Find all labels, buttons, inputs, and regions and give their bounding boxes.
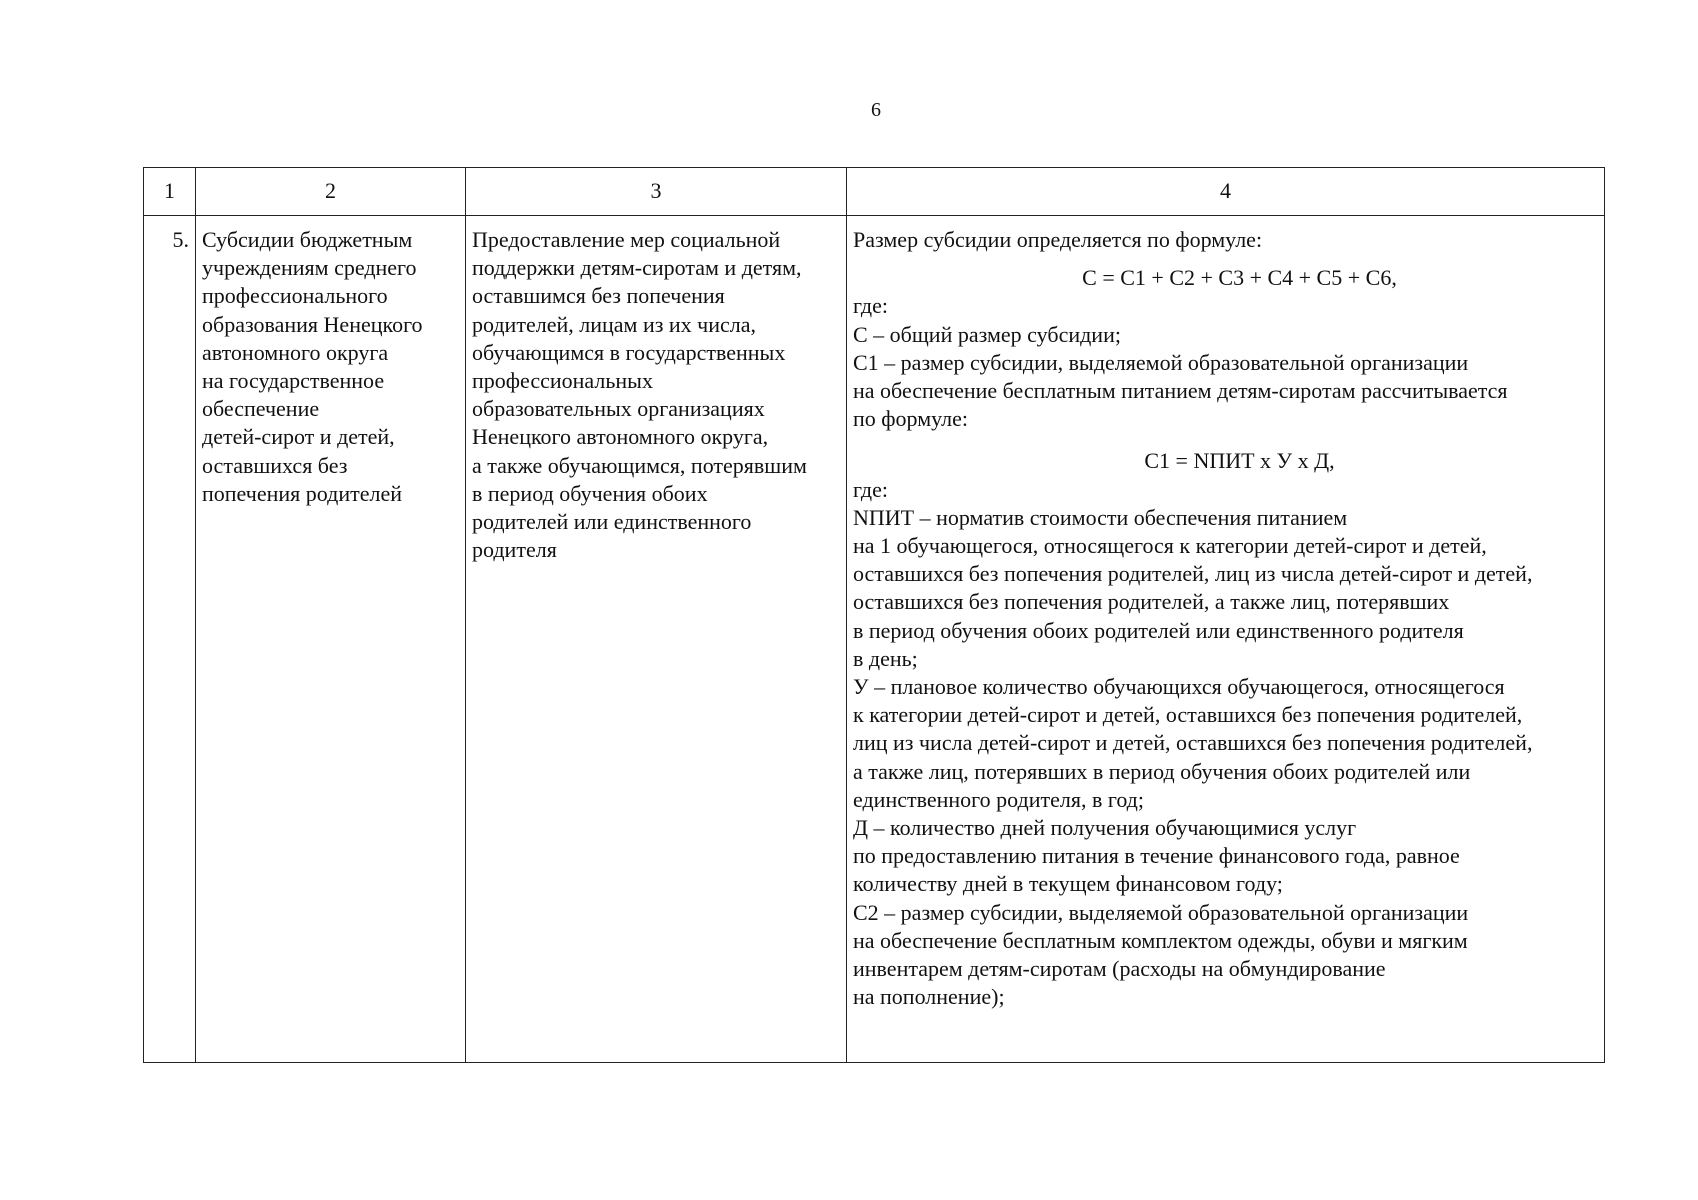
formula-c1: С1 = NПИТ х У х Д, [1144,448,1335,474]
text-line: Субсидии бюджетным [202,227,413,252]
text-line: обучающимся в государственных [472,339,786,365]
text-line: образования Ненецкого [202,311,423,337]
text-line: к категории детей-сирот и детей, оставшихся без попечения родителей, [853,702,1523,728]
definitions-part-b [853,504,1598,1012]
subsidy-name-cell [196,216,466,1063]
text-line: по формуле: [853,406,969,432]
text-line: инвентарем детям-сиротам (расходы на обмундирование [853,956,1386,982]
text-line: родителей, лицам из их числа, [472,311,757,337]
table-header-row [144,168,1605,216]
text-line: У – плановое количество обучающихся обучающегося, относящегося [853,674,1505,700]
text-line: NПИТ – норматив стоимости обеспечения питанием [853,504,1348,530]
text-line: Ненецкого автономного округа, [472,424,769,450]
header-col-3: 3 [466,168,847,216]
subsidy-table [143,167,1605,1063]
text-line: в период обучения обоих [472,480,708,506]
header-col-1: 1 [144,168,196,216]
text-line: поддержки детям-сиротам и детям, [472,255,802,281]
text-line: оставшихся без попечения родителей, а также лиц, потерявших [853,589,1450,615]
text-line: родителя [472,537,557,563]
subsidy-calculation-cell [847,216,1605,1063]
text-line: оставшихся без [202,452,348,478]
text-line: С – общий размер субсидии; [853,321,1121,347]
text-line: профессиональных [472,368,653,394]
subsidy-name-text [202,226,459,508]
text-line: в день; [853,645,918,671]
text-line: С2 – размер субсидии, выделяемой образовательной организации [853,899,1469,925]
text-line: Д – количество дней получения обучающимися услуг [853,815,1357,841]
text-line: попечения родителей [202,480,402,506]
text-line: на обеспечение бесплатным питанием детям-сиротам рассчитывается [853,378,1508,404]
text-line: автономного округа [202,339,389,365]
text-line: а также лиц, потерявших в период обучения обоих родителей или [853,758,1471,784]
where-label-1: где: [853,293,888,319]
row-number: 5. [144,216,196,1063]
text-line: по предоставлению питания в течение финансового года, равное [853,843,1460,869]
text-line: лиц из числа детей-сирот и детей, оставшихся без попечения родителей, [853,730,1533,756]
page-number: 6 [871,99,881,121]
text-line: учреждениям среднего [202,255,417,281]
text-line: детей-сирот и детей, [202,424,395,450]
text-line: на государственное [202,368,385,394]
formula-total: С = С1 + С2 + С3 + С4 + С5 + С6, [1082,265,1397,291]
header-col-2: 2 [196,168,466,216]
text-line: а также обучающимся, потерявшим [472,452,807,478]
text-line: оставшимся без попечения [472,283,725,309]
where-label-2: где: [853,476,888,502]
text-line: на 1 обучающегося, относящегося к категории детей-сирот и детей, [853,533,1487,559]
text-line: С1 – размер субсидии, выделяемой образовательной организации [853,349,1469,375]
table-row [144,216,1605,1063]
text-line: профессионального [202,283,388,309]
text-line: родителей или единственного [472,509,752,535]
text-line: образовательных организациях [472,396,765,422]
text-line: Предоставление мер социальной [472,227,781,252]
calculation-intro: Размер субсидии определяется по формуле: [853,227,1263,252]
subsidy-purpose-text [472,226,840,564]
text-line: обеспечение [202,396,320,422]
header-col-4: 4 [847,168,1605,216]
text-line: на обеспечение бесплатным комплектом одежды, обуви и мягким [853,927,1468,953]
text-line: количеству дней в текущем финансовом году; [853,871,1283,897]
text-line: оставшихся без попечения родителей, лиц из числа детей-сирот и детей, [853,561,1533,587]
text-line: в период обучения обоих родителей или единственного родителя [853,617,1464,643]
text-line: единственного родителя, в год; [853,786,1144,812]
subsidy-purpose-cell [466,216,847,1063]
definitions-part-a [853,321,1598,434]
text-line: на пополнение); [853,984,1005,1010]
